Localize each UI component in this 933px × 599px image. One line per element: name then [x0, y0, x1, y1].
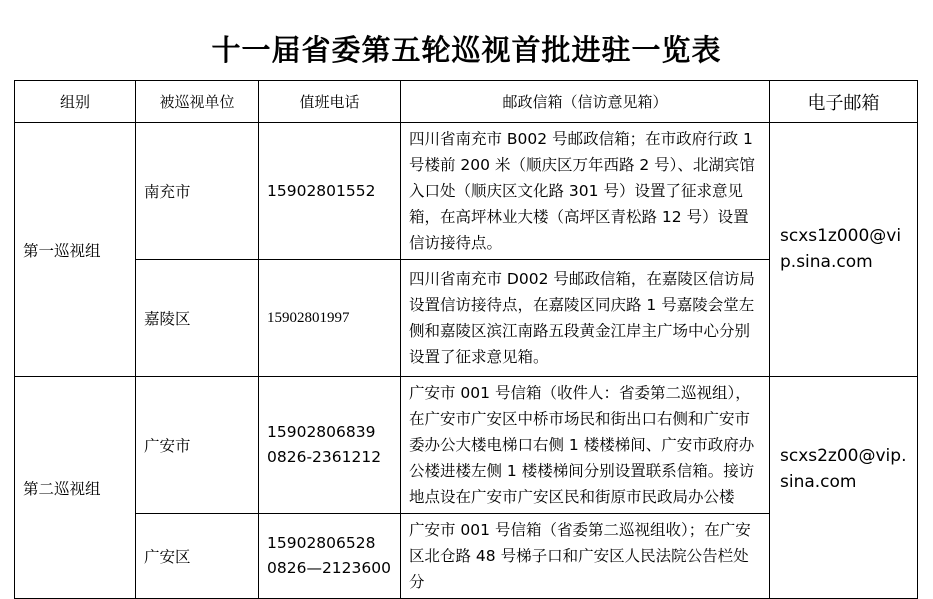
email-address: scxs2z00@vip.sina.com [780, 446, 907, 492]
header-group: 组别 [15, 81, 136, 123]
table-row [15, 377, 918, 514]
mailbox-info: 广安市 001 号信箱（收件人：省委第二巡视组），在广安市广安区中桥市场民和街出口右侧和广安市委办公大楼电梯口右侧 1 楼楼梯间、广安市政府办公楼进楼左侧 1 楼楼梯间分别设置联系信箱。接访地点设在广安市广安区民和街原市民政局办公楼 [401, 377, 770, 514]
mailbox-info: 四川省南充市 D002 号邮政信箱，在嘉陵区信访局设置信访接待点，在嘉陵区同庆路 1 号嘉陵会堂左侧和嘉陵区滨江南路五段黄金江岸主广场中心分别设置了征求意见箱。 [401, 260, 770, 377]
header-unit: 被巡视单位 [136, 81, 259, 123]
group-name: 第二巡视组 [15, 377, 136, 599]
duty-phone [259, 123, 401, 260]
unit-name: 广安市 [136, 377, 259, 514]
header-phone: 值班电话 [259, 81, 401, 123]
phone-number: 15902806528 [267, 534, 376, 552]
unit-name: 嘉陵区 [136, 260, 259, 377]
landline-number: 0826-2361212 [267, 448, 382, 466]
group-name: 第一巡视组 [15, 123, 136, 377]
duty-phone [259, 514, 401, 599]
header-row [15, 81, 918, 123]
email-cell [770, 377, 918, 599]
unit-name: 广安区 [136, 514, 259, 599]
table-row [15, 123, 918, 260]
phone-number: 15902801997 [267, 310, 350, 326]
header-email: 电子邮箱 [770, 81, 918, 123]
phone-number: 15902801552 [267, 181, 376, 200]
mailbox-info: 广安市 001 号信箱（省委第二巡视组收）；在广安区北仓路 48 号梯子口和广安区人民法院公告栏处分 [401, 514, 770, 599]
unit-name: 南充市 [136, 123, 259, 260]
duty-phone [259, 260, 401, 377]
duty-phone [259, 377, 401, 514]
email-cell [770, 123, 918, 377]
mailbox-info: 四川省南充市 B002 号邮政信箱；在市政府行政 1 号楼前 200 米（顺庆区万年西路 2 号）、北湖宾馆入口处（顺庆区文化路 301 号）设置了征求意见箱，在高坪林业大楼（高坪区青松路 12 号）设置信访接待点。 [401, 123, 770, 260]
landline-number: 0826—2123600 [267, 559, 391, 577]
email-address: scxs1z000@vip.sina.com [780, 225, 902, 272]
phone-number: 15902806839 [267, 423, 376, 441]
header-mailbox: 邮政信箱（信访意见箱） [401, 81, 770, 123]
inspection-table [14, 80, 918, 599]
page-title: 十一届省委第五轮巡视首批进驻一览表 [211, 33, 722, 67]
